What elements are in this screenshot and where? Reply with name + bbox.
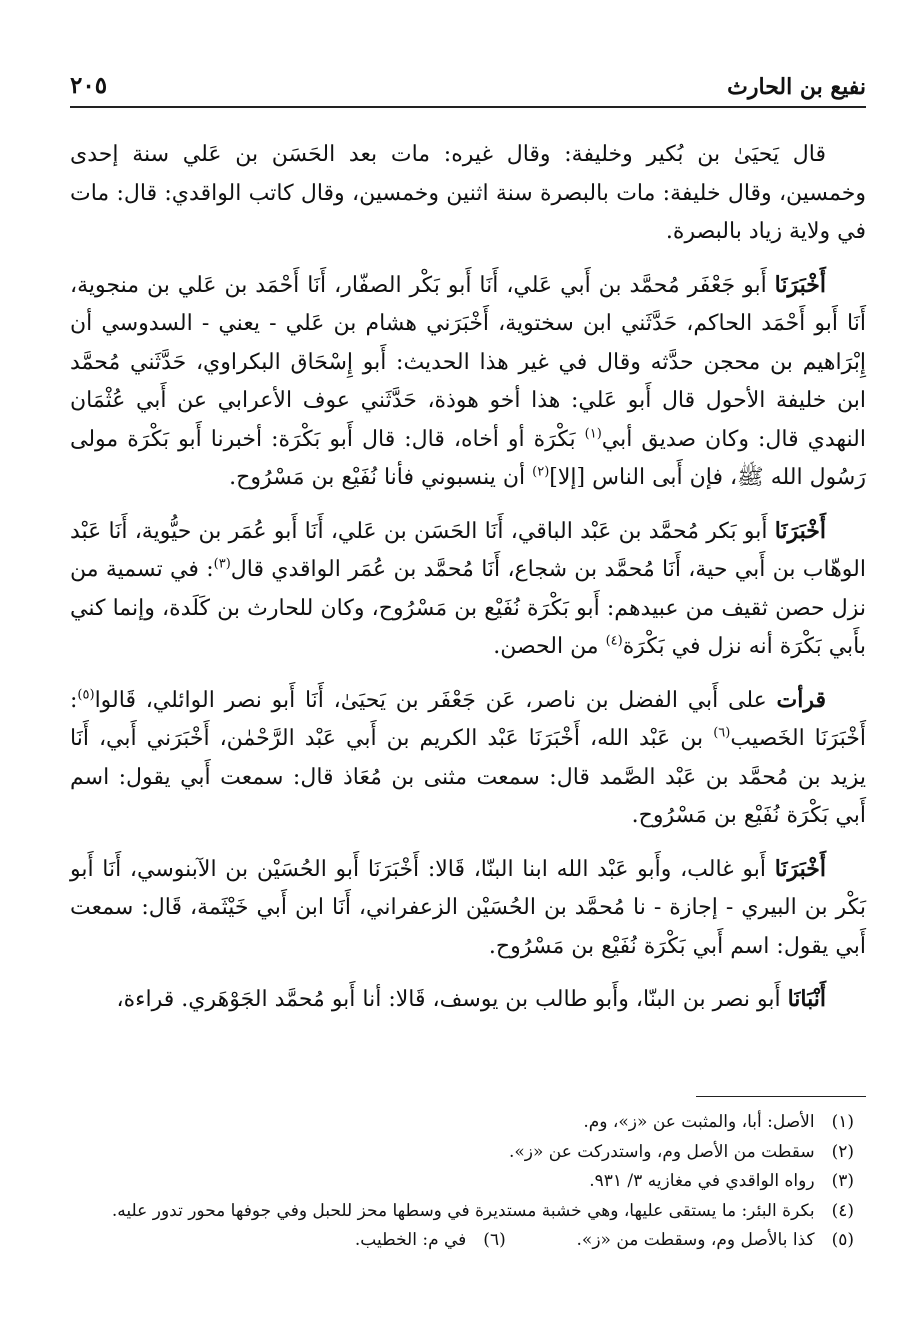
paragraph-lead-word: أَخْبَرَنَا (774, 855, 827, 882)
footnote-number: (٢) (831, 1141, 854, 1162)
footnote-ref: (٤) (605, 633, 623, 649)
paragraph (70, 136, 866, 252)
paragraph (70, 512, 866, 667)
page-number: ٢٠٥ (70, 72, 108, 99)
paragraph (70, 681, 866, 836)
footnote-ref: (٦) (713, 725, 731, 741)
footnote-text: سقطت من الأصل وم، واستدركت عن «ز». (508, 1141, 815, 1162)
paragraph-lead-word: أَخْبَرَنَا (774, 271, 826, 298)
footnote-text: رواه الواقدي في مغازيه ٣/ ٩٣١. (589, 1171, 815, 1191)
paragraph-text: : في تسمية من نزل حصن ثقيف من عبيدهم: أَبو بَكْرَة نُفَيْع بن مَسْرُوح، وكان للحارث بن كَلَدة، وإنما كني بأَبي بَكْرَة أنه نزل في بَكْرَة (70, 557, 866, 659)
footnote-number: (٣) (831, 1171, 854, 1191)
paragraph-text: قال يَحيَىٰ بن بُكير وخليفة: وقال غيره: مات بعد الحَسَن بن عَلي سنة إحدى وخمسين، وقال خليفة: مات بالبصرة سنة اثنين وخمسين، وقال كاتب الواقدي: قال: مات في ولاية زياد بالبصرة. (70, 142, 866, 244)
paragraph (70, 266, 866, 498)
paragraph-lead-word: قرأت (776, 686, 826, 713)
footnote-number: (٤) (831, 1200, 854, 1221)
footnote (70, 1108, 866, 1138)
paragraph-text: أن ينسبوني فأنا نُفَيْع بن مَسْرُوح. (229, 465, 526, 490)
paragraph-text: بن عَبْد الله، أَخْبَرَنَا عَبْد الكريم بن أَبي عَبْد الرَّحْمٰن، أَخْبَرَني أَبي، أَنَا يزيد بن مُحمَّد بن عَبْد الصَّمد قال: سمعت مثنى بن مُعَاذ قال: سمعت أَبي يقول: اسم أَبي بَكْرَة نُفَيْع بن مَسْرُوح. (70, 726, 866, 828)
footnote-number: (٦) (483, 1230, 506, 1250)
footnote-ref: (١) (584, 426, 602, 442)
paragraph-text: : أَخْبَرَنَا الخَصيب (70, 687, 867, 751)
footnote-ref: (٢) (532, 464, 550, 480)
footnote-ref: (٣) (213, 556, 231, 572)
header-rule (70, 106, 866, 108)
footnote (70, 1226, 866, 1256)
footnote-text: كذا بالأصل وم، وسقطت من «ز». (576, 1230, 815, 1250)
footnote (70, 1197, 866, 1227)
paragraph (70, 850, 866, 967)
paragraph-text: على أَبي الفضل بن ناصر، عَن جَعْفَر بن يَحيَىٰ، أَنَا أَبو نصر الوائلي، قَالوا (94, 687, 767, 713)
footnote-rule (696, 1096, 866, 1097)
footnote (70, 1167, 866, 1197)
paragraph (70, 980, 866, 1020)
footnote-ref: (٥) (77, 687, 95, 703)
paragraph-text: أَبو جَعْفَر مُحمَّد بن أَبي عَلي، أَنَا أَبو بَكْر الصفّار، أَنَا أَحْمَد بن عَلي بن منجوية، أَنَا أَبو أَحْمَد الحاكم، حَدَّثَني ابن سختوية، أَخْبَرَني هشام بن عَلي - يعني - السدوسي أن إِبْرَاهيم بن محجن حدَّثه وقال في غير هذا الحديث: أَبو إِسْحَاق البكراوي، حَدَّثَني مُحمَّد ابن خليفة الأحول قال أَبو عَلي: هذا أخو هوذة، حَدَّثَني عوف الأعرابي عن أَبي عُثْمَان النهدي قال: وكان صديق أبي (70, 272, 866, 452)
page-header (70, 70, 866, 106)
paragraph-text: أَبو غالب، وأَبو عَبْد الله ابنا البنّا، قَالا: أَخْبَرَنَا أَبو الحُسَيْن بن الآبنوسي، أَنَا أَبو بَكْر بن البيري - إجازة - نا مُحمَّد بن الحُسَيْن الزعفراني، أَنَا ابن أَبي خَيْثَمة، قَال: سمعت أَبي يقول: اسم أَبي بَكْرَة نُفَيْع بن مَسْرُوح. (70, 856, 866, 959)
footnotes (70, 1108, 866, 1256)
footnote-number: (١) (831, 1112, 854, 1132)
running-title: نفيع بن الحارث (727, 74, 866, 100)
footnote-number: (٥) (831, 1230, 854, 1250)
footnote (70, 1138, 866, 1168)
body-text (70, 136, 866, 1034)
paragraph-text: أَبو بَكر مُحمَّد بن عَبْد الباقي، أَنَا الحَسَن بن عَلي، أَنَا أَبو عُمَر بن حيُّوية، أَنَا عَبْد الوهّاب بن أَبي حية، أَنَا مُحمَّد بن شجاع، أَنَا مُحمَّد بن عُمَر الواقدي قال (70, 518, 866, 582)
paragraph-text: أَبو نصر بن البنّا، وأَبو طالب بن يوسف، قَالا: أنا أَبو مُحمَّد الجَوْهَري. قراءة، (116, 987, 781, 1012)
paragraph-text: من الحصن. (493, 634, 599, 659)
paragraph-text: بَكْرَة أو أخاه، قال: قال أَبو بَكْرَة: أخبرنا أَبو بَكْرَة مولى رَسُول الله ﷺ، فإن أَبى الناس [إلا] (70, 426, 866, 490)
footnote-text: بكرة البئر: ما يستقى عليها، وهي خشبة مستديرة في وسطها محز للحبل وفي جوفها محور تدور عليه. (111, 1200, 815, 1221)
footnote-text: في م: الخطيب. (354, 1230, 467, 1250)
paragraph-lead-word: أَخْبَرَنَا (774, 517, 827, 544)
paragraph-lead-word: أَنْبَانَا (787, 986, 826, 1012)
footnote-text: الأصل: أبا، والمثبت عن «ز»، وم. (583, 1112, 815, 1132)
